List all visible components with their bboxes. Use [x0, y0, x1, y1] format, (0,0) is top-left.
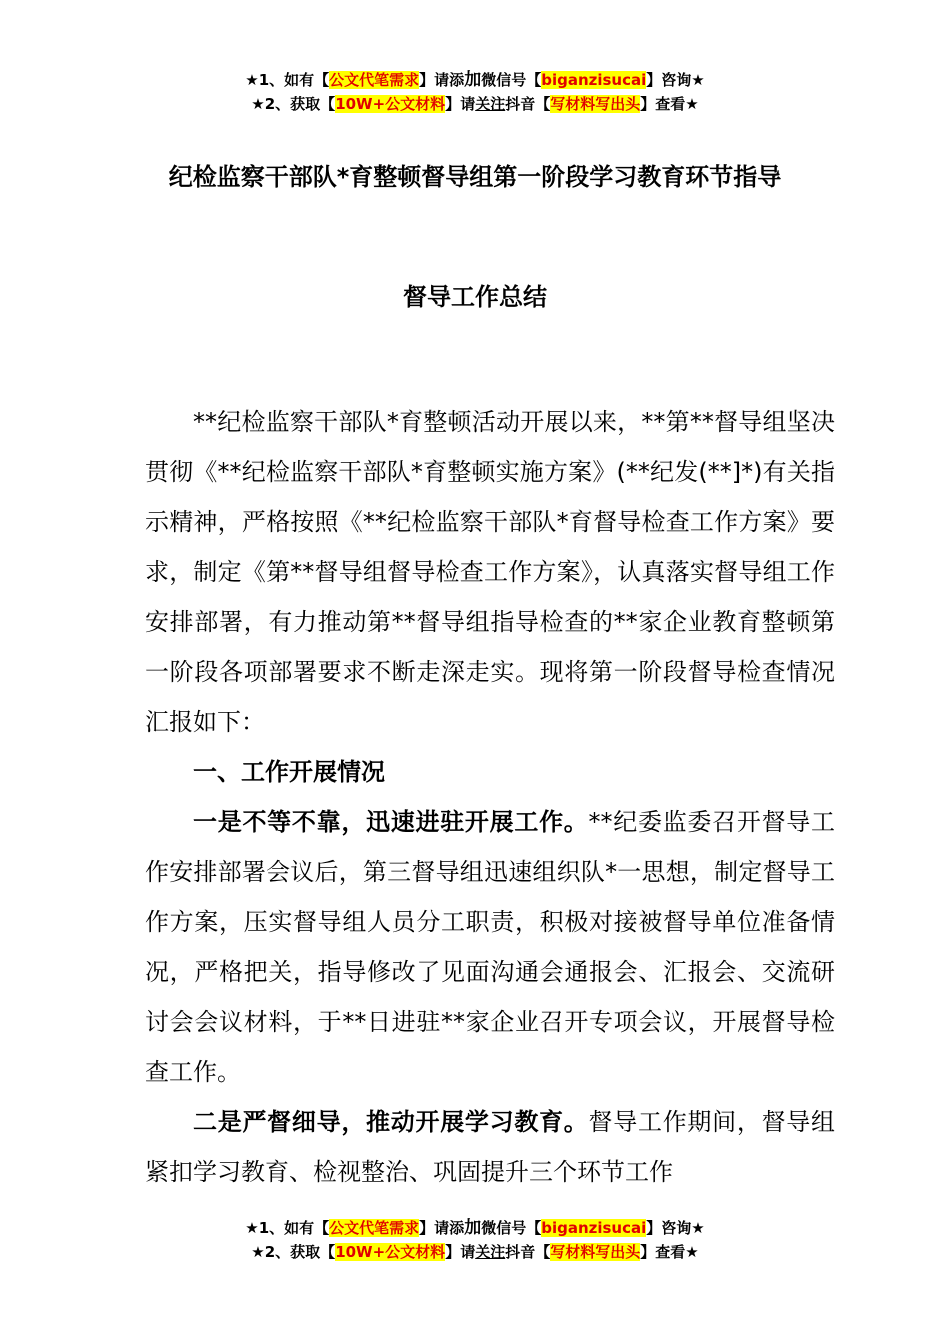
section-heading: 一、工作开展情况 — [193, 758, 385, 786]
highlight-wechat-id: biganzisucai — [541, 1219, 647, 1237]
point-one-body: **纪委监委召开督导工作安排部署会议后，第三督导组迅速组织队*一思想，制定督导工作方案，压实督导组人员分工职责，积极对接被督导单位准备情况，严格把关，指导修改了见面沟通会通报会、汇报会、交流研讨会会议材料，于**日进驻**家企业召开专项会议，开展督导检查工作。 — [145, 808, 836, 1086]
point-two-paragraph — [145, 1097, 835, 1197]
banner-line-1: ★1、如有【公文代笔需求】请添加微信号【biganzisucai】咨询★ — [245, 70, 705, 90]
point-one-paragraph — [145, 797, 835, 1097]
header-banner — [0, 68, 950, 116]
point-two-body: 督导工作期间，督导组紧扣学习教育、检视整治、巩固提升三个环节工作 — [145, 1108, 836, 1186]
highlight-materials: 10W+公文材料 — [335, 95, 446, 113]
banner-line-2: ★2、获取【10W+公文材料】请关注抖音【写材料写出头】查看★ — [251, 95, 699, 113]
highlight-wechat-id: biganzisucai — [541, 71, 647, 89]
intro-paragraph: **纪检监察干部队*育整顿活动开展以来，**第**督导组坚决贯彻《**纪检监察干部队*育整顿实施方案》(**纪发(**]*)有关指示精神，严格按照《**纪检监察干部队*育督导检查工作方案》要求，制定《第**督导组督导检查工作方案》，认真落实督导组工作安排部署，有力推动第**督导组指导检查的**家企业教育整顿第一阶段各项部署要求不断走深走实。现将第一阶段督导检查情况汇报如下： — [145, 408, 835, 736]
banner-line-1: ★1、如有【公文代笔需求】请添加微信号【biganzisucai】咨询★ — [245, 1218, 705, 1238]
banner-line-2: ★2、获取【10W+公文材料】请关注抖音【写材料写出头】查看★ — [251, 1243, 699, 1261]
highlight-service: 公文代笔需求 — [329, 1219, 420, 1237]
point-two-lead: 二是严督细导，推动开展学习教育。 — [193, 1108, 589, 1136]
footer-banner — [0, 1216, 950, 1264]
point-one-lead: 一是不等不靠，迅速进驻开展工作。 — [193, 808, 589, 836]
document-body — [145, 397, 835, 1197]
highlight-douyin: 写材料写出头 — [550, 95, 641, 113]
highlight-materials: 10W+公文材料 — [335, 1243, 446, 1261]
document-title-line-2: 督导工作总结 — [403, 283, 547, 311]
highlight-service: 公文代笔需求 — [329, 71, 420, 89]
document-title-line-1: 纪检监察干部队*育整顿督导组第一阶段学习教育环节指导 — [168, 163, 782, 191]
highlight-douyin: 写材料写出头 — [550, 1243, 641, 1261]
